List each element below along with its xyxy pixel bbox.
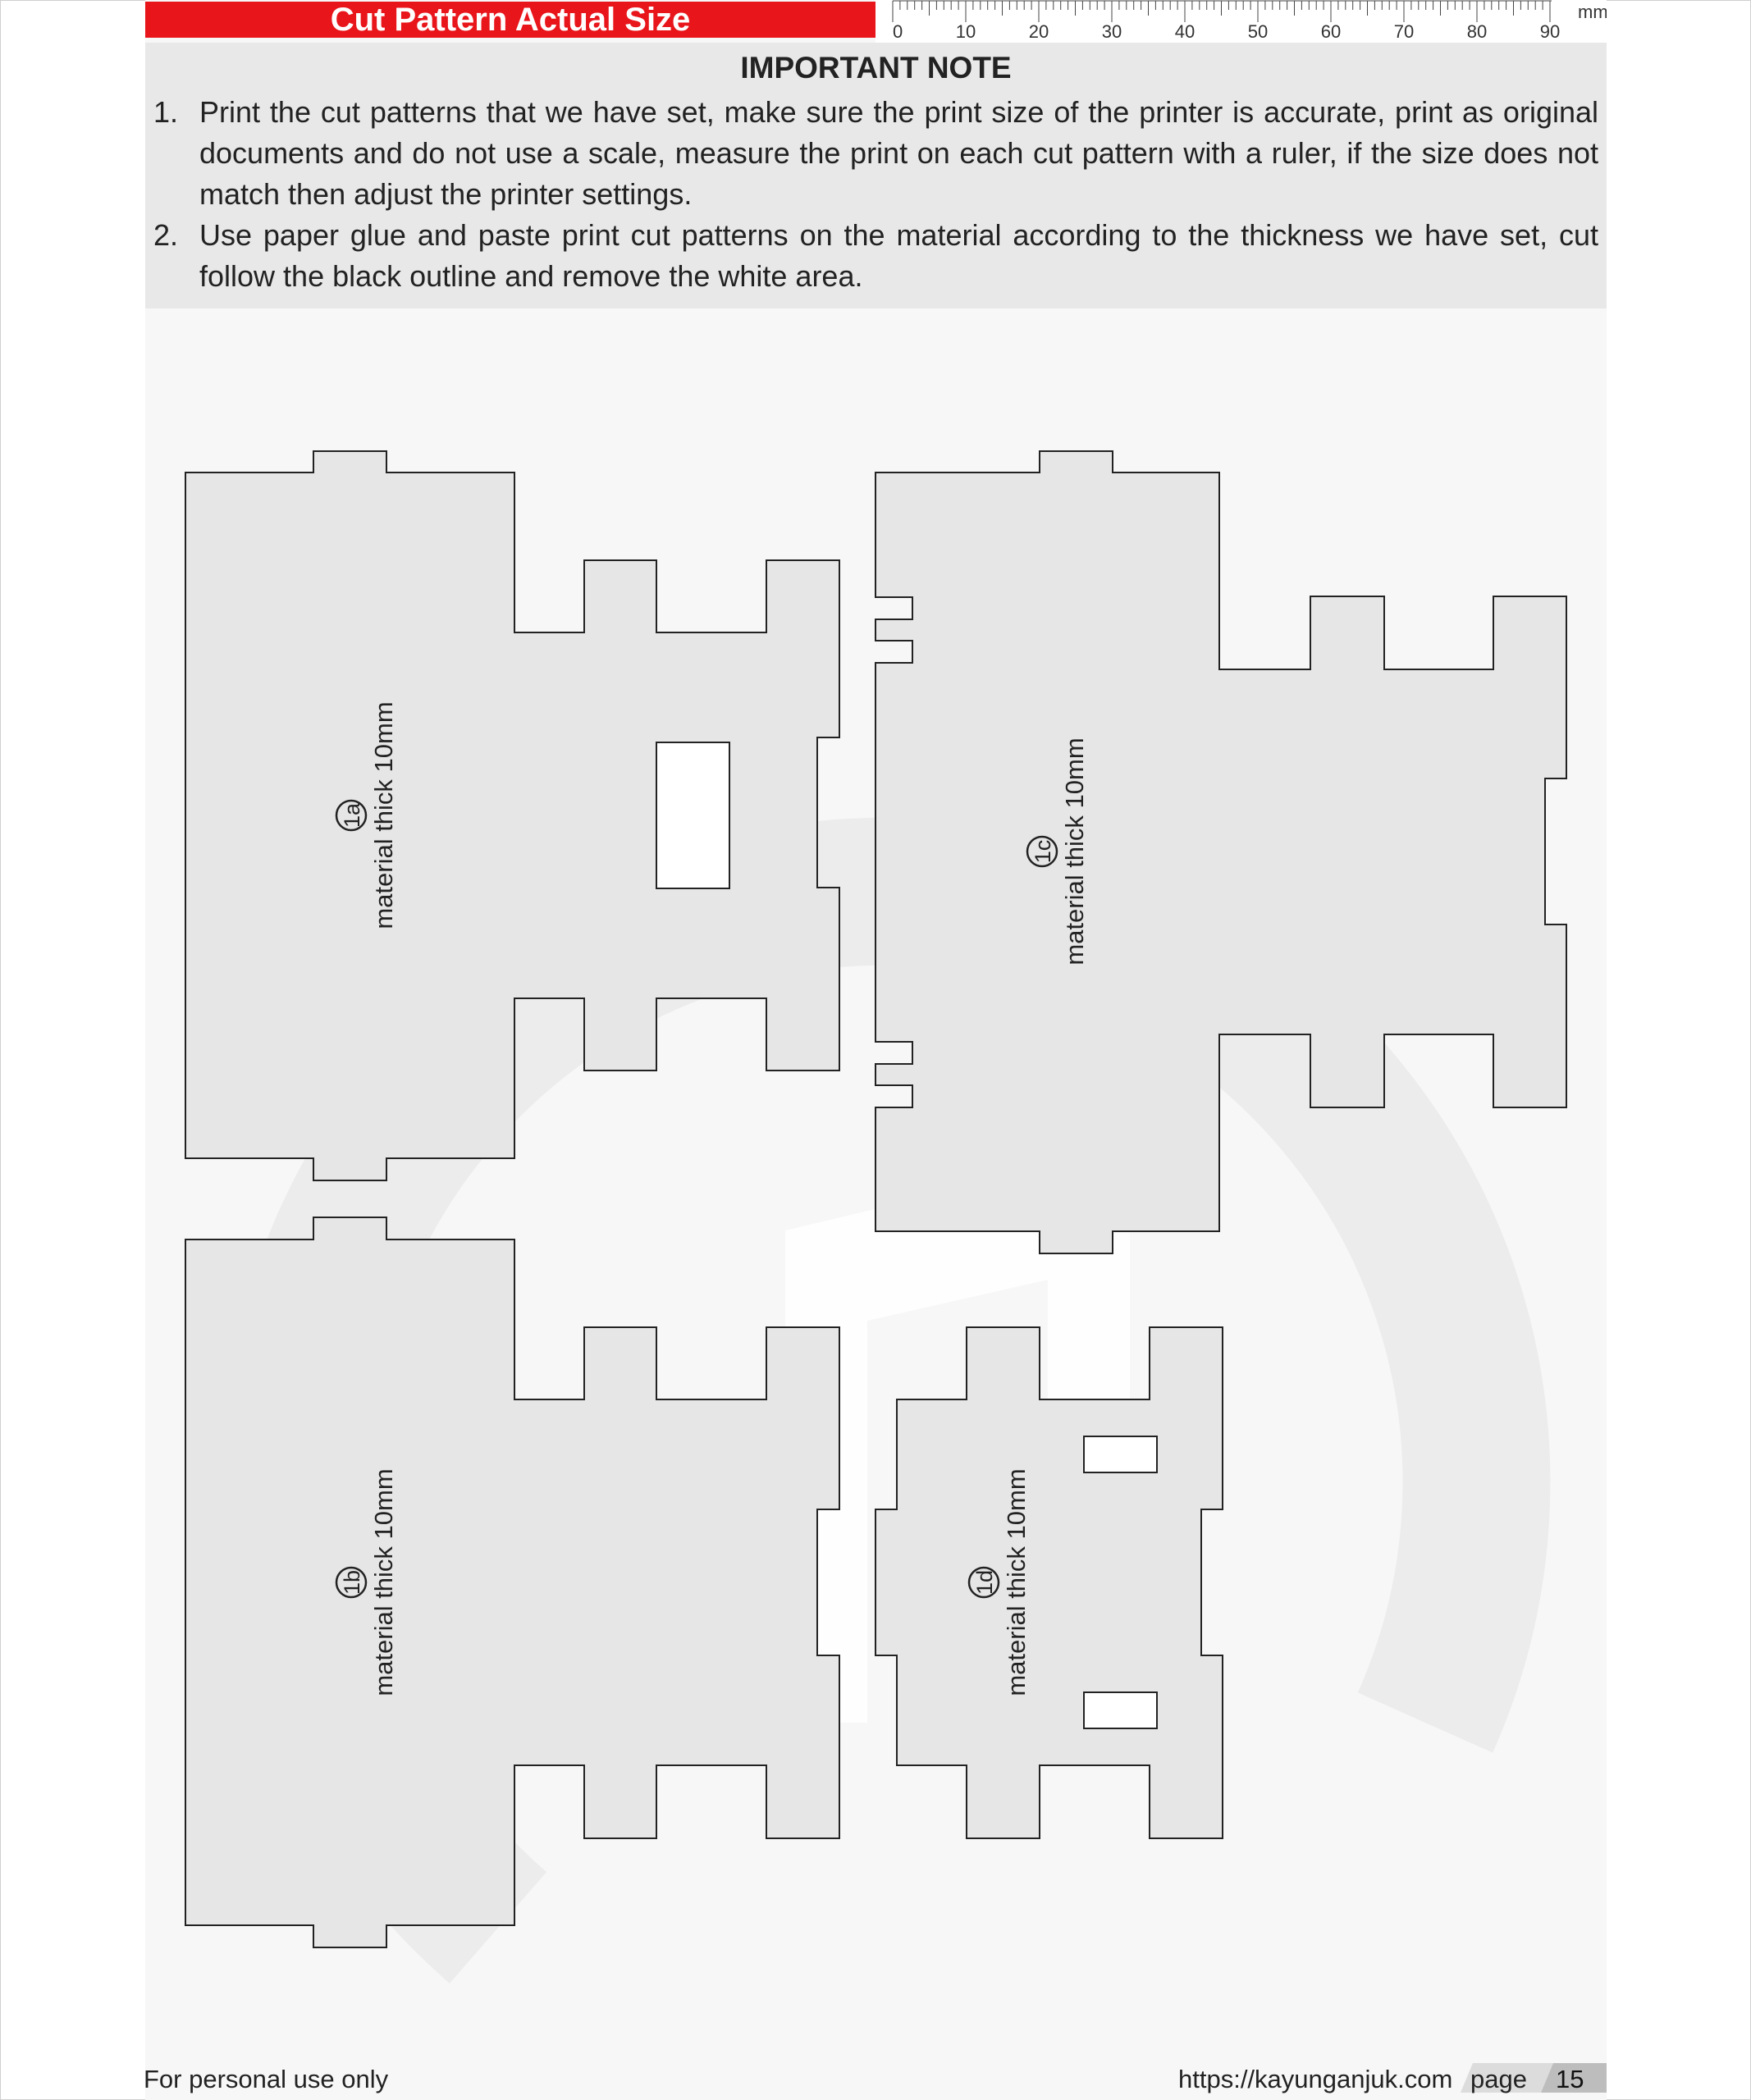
footer-page-number: 15 xyxy=(1556,2065,1584,2093)
pattern-thickness: material thick 10mm xyxy=(369,701,398,929)
ruler-label: 0 xyxy=(893,21,903,42)
ruler-label: 10 xyxy=(955,21,976,42)
footer-page-info xyxy=(1149,2061,1607,2094)
note-text: Print the cut patterns that we have set, make sure the print size of the printer is accurate, print as original documents and do not use a scale, measure the print on each cut pattern with a ruler, if the size does not match then adjust the printer settings. xyxy=(199,95,1598,211)
ruler-label: 50 xyxy=(1247,21,1269,42)
pattern-id: 1a xyxy=(340,802,364,829)
ruler-label: 30 xyxy=(1101,21,1122,42)
footer-page-label: page xyxy=(1470,2065,1527,2093)
ruler-label: 90 xyxy=(1539,21,1561,42)
ruler-label: 60 xyxy=(1320,21,1342,42)
note-text: Use paper glue and paste print cut patterns on the material according to the thickness we have set, cut follow the black outline and remove the white area. xyxy=(199,218,1598,293)
pattern-1a-cutout xyxy=(656,742,729,888)
pattern-1d-cutout-bottom xyxy=(1084,1692,1157,1728)
ruler-label: 80 xyxy=(1466,21,1488,42)
pattern-id: 1d xyxy=(972,1569,997,1596)
pattern-id: 1b xyxy=(340,1569,364,1596)
note-number: 2. xyxy=(153,218,179,252)
pattern-1b-outline xyxy=(185,1217,839,1947)
footer-disclaimer: For personal use only xyxy=(144,2065,389,2093)
ruler-unit: mm xyxy=(1578,2,1607,22)
page-title: Cut Pattern Actual Size xyxy=(330,2,691,38)
pattern-1d-outline xyxy=(876,1327,1223,1838)
pattern-id: 1c xyxy=(1031,839,1055,864)
footer-url[interactable]: https://kayunganjuk.com xyxy=(1178,2065,1453,2093)
ruler-label: 70 xyxy=(1393,21,1415,42)
pattern-thickness: material thick 10mm xyxy=(369,1468,398,1696)
ruler-label: 40 xyxy=(1174,21,1196,42)
note-number: 1. xyxy=(153,95,179,129)
pattern-1a-outline xyxy=(185,451,839,1180)
pattern-1c-outline xyxy=(876,451,1566,1253)
pattern-thickness: material thick 10mm xyxy=(1060,737,1089,966)
pattern-1d-cutout-top xyxy=(1084,1436,1157,1472)
pattern-thickness: material thick 10mm xyxy=(1002,1468,1031,1696)
ruler-label: 20 xyxy=(1028,21,1049,42)
note-title: IMPORTANT NOTE xyxy=(740,51,1012,84)
